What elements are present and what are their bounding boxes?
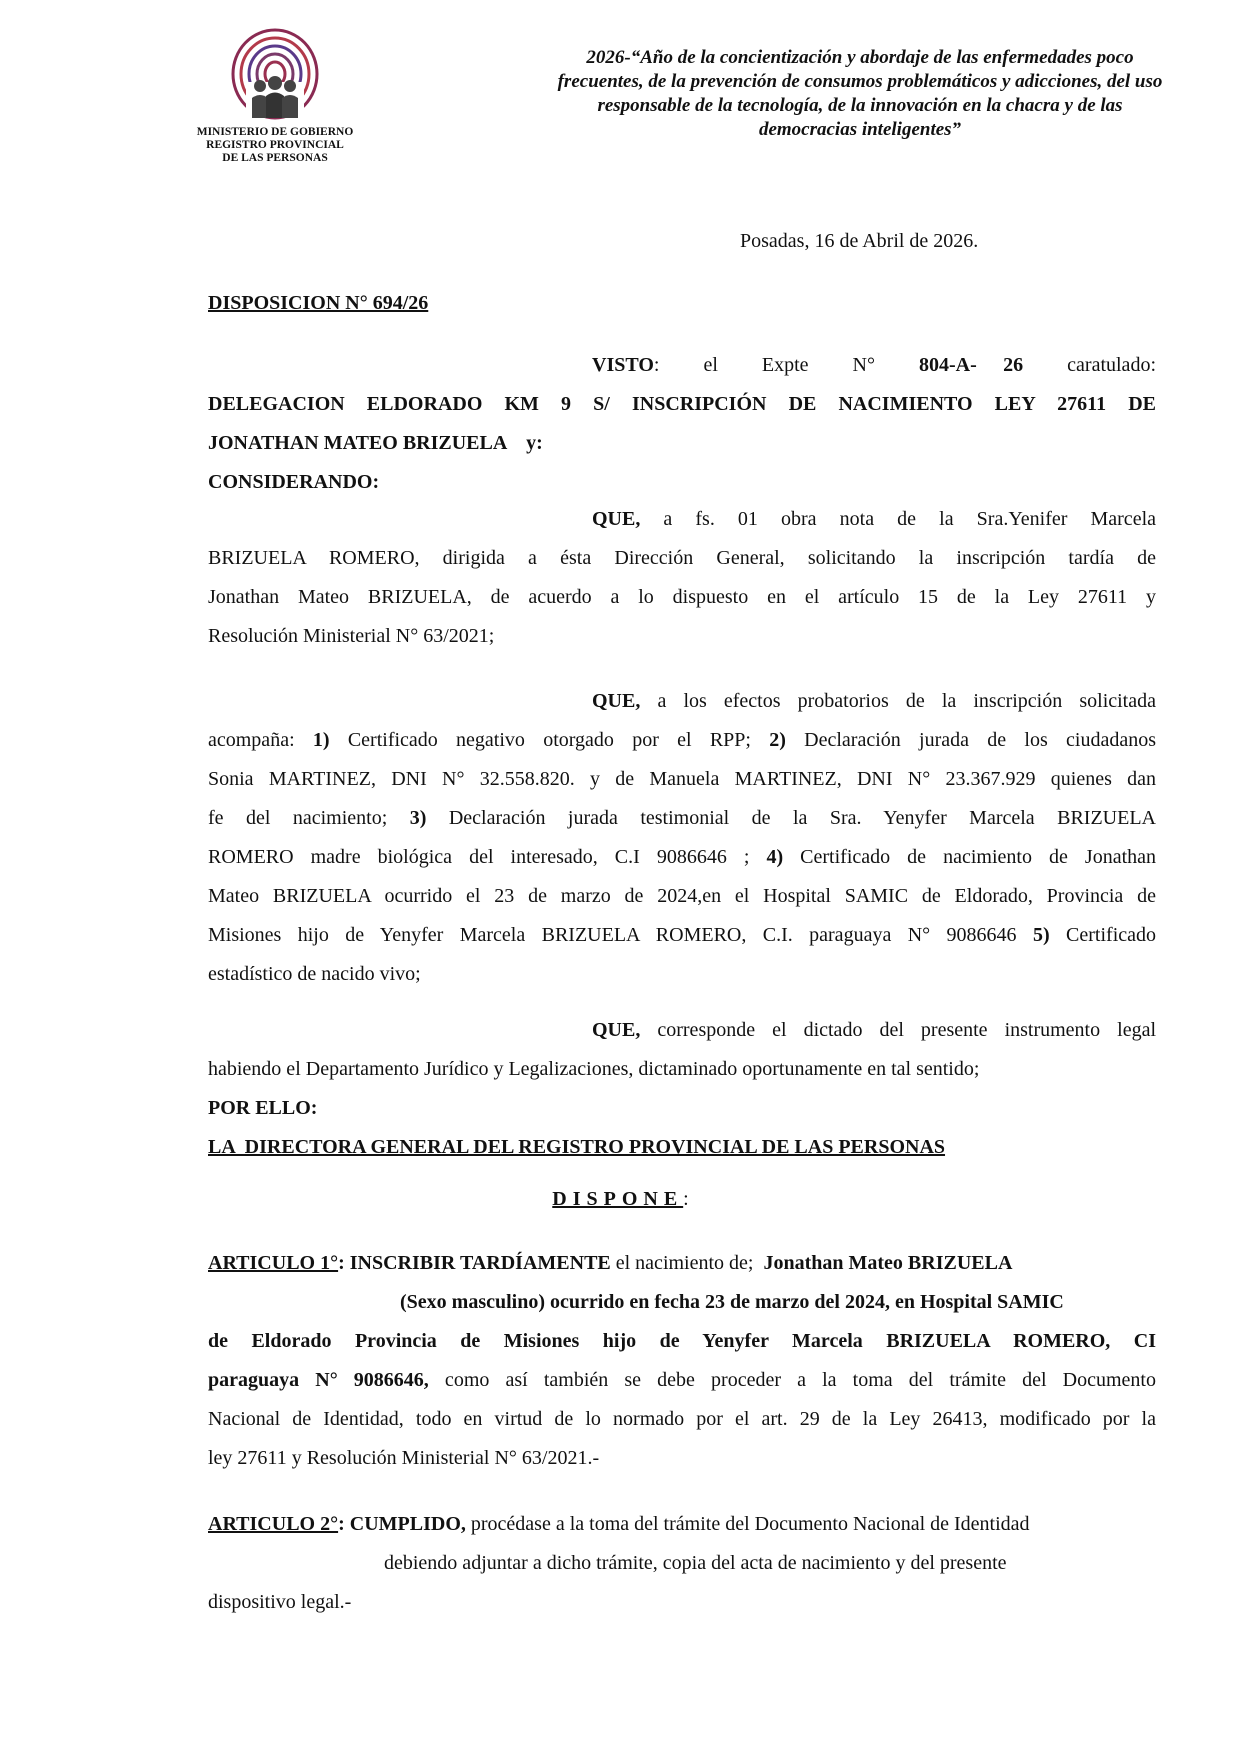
item-5-label: 5) bbox=[1032, 924, 1050, 946]
dispone-word: DISPONE bbox=[552, 1188, 684, 1210]
art2-line-1 bbox=[208, 1505, 1156, 1544]
que2-text-5a: ROMERO madre biológica del interesado, C.I 9086646 ; bbox=[208, 846, 767, 868]
art1-text-1: el nacimiento de; bbox=[610, 1252, 764, 1274]
por-ello-heading bbox=[208, 1089, 1156, 1128]
art1-line-3 bbox=[208, 1322, 1156, 1361]
que-3-paragraph bbox=[208, 1011, 1156, 1167]
org-line-3: DE LAS PERSONAS bbox=[222, 152, 328, 164]
visto-interesado: JONATHAN MATEO BRIZUELA y: bbox=[208, 432, 543, 454]
que1-line-3: Jonathan Mateo BRIZUELA, de acuerdo a lo dispuesto en el artículo 15 de la Ley 27611 y bbox=[208, 586, 1156, 608]
art1-colon: : bbox=[338, 1252, 345, 1274]
que2-text-4a: fe del nacimiento; bbox=[208, 807, 410, 829]
que1-text-1: a fs. 01 obra nota de la Sra.Yenifer Marcela bbox=[640, 508, 1156, 530]
art2-line-2: debiendo adjuntar a dicho trámite, copia del acta de nacimiento y del presente bbox=[384, 1552, 1007, 1574]
visto-label: VISTO bbox=[592, 354, 654, 376]
articulo-1 bbox=[208, 1244, 1156, 1478]
articulo-2 bbox=[208, 1505, 1156, 1622]
art1-text-4: como así también se debe proceder a la toma del trámite del Documento bbox=[428, 1369, 1156, 1391]
header-org-block bbox=[180, 28, 370, 165]
que-1-paragraph bbox=[208, 500, 1156, 656]
art1-line-2 bbox=[208, 1283, 1156, 1322]
que3-label: QUE, bbox=[592, 1019, 641, 1041]
que-2-paragraph bbox=[208, 682, 1156, 994]
visto-line-1 bbox=[208, 346, 1156, 385]
que2-line-1 bbox=[208, 682, 1156, 721]
que1-line-4: Resolución Ministerial N° 63/2021; bbox=[208, 625, 495, 647]
art1-text-3: de Eldorado Provincia de Misiones hijo de Yenyfer Marcela BRIZUELA ROMERO, CI bbox=[208, 1330, 1156, 1352]
art2-colon: : bbox=[338, 1513, 345, 1535]
que3-line-2: habiendo el Departamento Jurídico y Legalizaciones, dictaminado oportunamente en tal sentido; bbox=[208, 1058, 980, 1080]
motto-line-2: frecuentes, de la prevención de consumos problemáticos y adicciones, del uso bbox=[557, 71, 1163, 92]
que2-text-2b: Certificado negativo otorgado por el RPP; bbox=[329, 729, 770, 751]
por-ello-label: POR ELLO: bbox=[208, 1097, 318, 1119]
motto-line-3: responsable de la tecnología, de la innovación en la chacra y de las bbox=[597, 95, 1123, 116]
que2-text-4b: Declaración jurada testimonial de la Sra. Yenyfer Marcela BRIZUELA bbox=[426, 807, 1157, 829]
que2-text-7b: Certificado bbox=[1049, 924, 1157, 946]
considerando-heading bbox=[208, 463, 1156, 502]
visto-line-3 bbox=[208, 424, 1156, 463]
que2-text-5b: Certificado de nacimiento de Jonathan bbox=[783, 846, 1157, 868]
art2-line-3: dispositivo legal.- bbox=[208, 1591, 352, 1613]
motto-line-1: 2026-“Año de la concientización y abordaje de las enfermedades poco bbox=[586, 47, 1134, 68]
item-2-label: 2) bbox=[769, 729, 786, 751]
que3-text-1: corresponde el dictado del presente instrumento legal bbox=[640, 1019, 1156, 1041]
que2-text-7a: Misiones hijo de Yenyfer Marcela BRIZUELA ROMERO, C.I. paraguaya N° 9086646 bbox=[208, 924, 1033, 946]
que2-text-2c: Declaración jurada de los ciudadanos bbox=[785, 729, 1157, 751]
document-date: Posadas, 16 de Abril de 2026. bbox=[740, 230, 979, 252]
art1-label: ARTICULO 1° bbox=[208, 1252, 339, 1274]
visto-caratula: DELEGACION ELDORADO KM 9 S/ INSCRIPCIÓN DE NACIMIENTO LEY 27611 DE bbox=[208, 393, 1156, 415]
que1-line-1 bbox=[208, 500, 1156, 539]
art1-person-name: Jonathan Mateo BRIZUELA bbox=[763, 1252, 1013, 1274]
dispone-heading bbox=[0, 1188, 1241, 1211]
item-1-label: 1) bbox=[312, 729, 330, 751]
que2-line-2 bbox=[208, 721, 1156, 760]
que3-line-1 bbox=[208, 1011, 1156, 1050]
que2-line-6: Mateo BRIZUELA ocurrido el 23 de marzo de 2024,en el Hospital SAMIC de Eldorado, Provincia de bbox=[208, 885, 1156, 907]
visto-caratulado: caratulado: bbox=[1023, 354, 1156, 376]
disposition-title: DISPOSICION N° 694/26 bbox=[208, 292, 429, 314]
item-3-label: 3) bbox=[409, 807, 427, 829]
art2-label: ARTICULO 2° bbox=[208, 1513, 339, 1535]
art2-text-1: procédase a la toma del trámite del Documento Nacional de Identidad bbox=[465, 1513, 1030, 1535]
que2-line-7 bbox=[208, 916, 1156, 955]
art1-text-2: (Sexo masculino) ocurrido en fecha 23 de marzo del 2024, en Hospital SAMIC bbox=[400, 1291, 1064, 1313]
item-4-label: 4) bbox=[766, 846, 784, 868]
que1-line-2: BRIZUELA ROMERO, dirigida a ésta Dirección General, solicitando la inscripción tardía de bbox=[208, 547, 1156, 569]
art1-line-4 bbox=[208, 1361, 1156, 1400]
que2-text-2a: acompaña: bbox=[208, 729, 313, 751]
art1-ci-number: paraguaya N° 9086646, bbox=[208, 1369, 429, 1391]
art2-action: CUMPLIDO, bbox=[344, 1513, 466, 1535]
directora-heading bbox=[208, 1128, 1156, 1167]
art1-line-1 bbox=[208, 1244, 1156, 1283]
que2-line-4 bbox=[208, 799, 1156, 838]
registry-logo-icon bbox=[230, 28, 320, 120]
directora-label: LA DIRECTORA GENERAL DEL REGISTRO PROVINCIAL DE LAS PERSONAS bbox=[208, 1136, 946, 1158]
art1-line-5: Nacional de Identidad, todo en virtud de lo normado por el art. 29 de la Ley 26413, modificado por la bbox=[208, 1408, 1156, 1430]
que2-label: QUE, bbox=[592, 690, 641, 712]
org-line-1: MINISTERIO DE GOBIERNO bbox=[196, 126, 354, 138]
visto-section bbox=[208, 346, 1156, 502]
dispone-colon: : bbox=[683, 1188, 689, 1210]
year-motto bbox=[520, 46, 1200, 142]
motto-line-4: democracias inteligentes” bbox=[758, 119, 962, 140]
que2-line-3: Sonia MARTINEZ, DNI N° 32.558.820. y de Manuela MARTINEZ, DNI N° 23.367.929 quienes dan bbox=[208, 768, 1156, 790]
considerando-label: CONSIDERANDO: bbox=[208, 471, 380, 493]
art1-action: INSCRIBIR TARDÍAMENTE bbox=[344, 1252, 611, 1274]
que2-line-5 bbox=[208, 838, 1156, 877]
org-line-2: REGISTRO PROVINCIAL bbox=[206, 139, 344, 151]
que1-label: QUE, bbox=[592, 508, 641, 530]
visto-text: : el Expte N° bbox=[653, 354, 919, 376]
que2-line-8: estadístico de nacido vivo; bbox=[208, 963, 421, 985]
expte-number: 804-A- 26 bbox=[918, 354, 1024, 376]
que2-text-1: a los efectos probatorios de la inscripción solicitada bbox=[640, 690, 1156, 712]
visto-line-2 bbox=[208, 385, 1156, 424]
art1-line-6: ley 27611 y Resolución Ministerial N° 63/2021.- bbox=[208, 1447, 600, 1469]
